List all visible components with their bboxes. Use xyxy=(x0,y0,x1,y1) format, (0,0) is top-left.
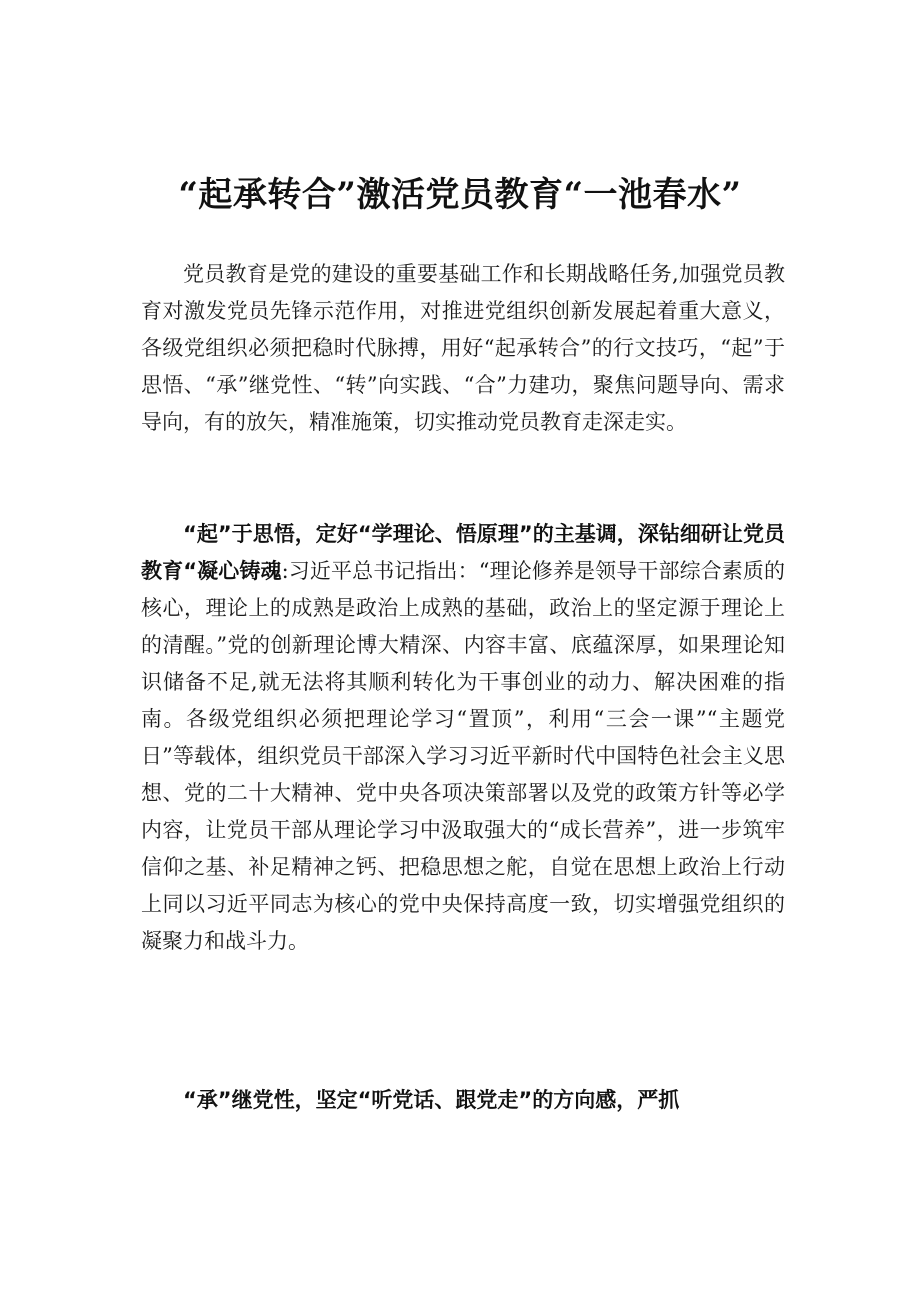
document-title: “起承转合”激活党员教育“一池春水” xyxy=(178,174,742,215)
paragraph-lead: “起”于思悟，定好“学理论、悟原理”的主基调，深钻细研让党员教育“凝心铸魂 xyxy=(141,522,785,583)
paragraph-body: :习近平总书记指出：“理论修养是领导干部综合素质的核心，理论上的成熟是政治上成熟的基础，政治上的坚定源于理论上的清醒。”党的创新理论博大精深、内容丰富、底蕴深厚，如果理论知识储备不足,就无法将其顺利转化为干事创业的动力、解决困难的指南。各级党组织必须把理论学习“置顶”，利用“三会一课”“主题党日”等载体，组织党员干部深入学习习近平新时代中国特色社会主义思想、党的二十大精神、党中央各项决策部署以及党的政策方针等必学内容，让党员干部从理论学习中汲取强大的“成长营养”，进一步筑牢信仰之基、补足精神之钙、把稳思想之舵，自觉在思想上政治上行动上同以习近平同志为核心的党中央保持高度一致，切实增强党组织的凝聚力和战斗力。 xyxy=(141,559,786,953)
paragraph-qi xyxy=(141,516,785,960)
paragraph-lead: “承”继党性，坚定“听党话、跟党走”的方向感，严抓 xyxy=(183,1088,680,1112)
paragraph-intro xyxy=(141,256,785,441)
paragraph-cheng xyxy=(141,1082,785,1119)
paragraph-body: 党员教育是党的建设的重要基础工作和长期战略任务,加强党员教育对激发党员先锋示范作用，对推进党组织创新发展起着重大意义，各级党组织必须把稳时代脉搏，用好“起承转合”的行文技巧，“起”于思悟、“承”继党性、“转”向实践、“合”力建功，聚焦问题导向、需求导向，有的放矢，精准施策，切实推动党员教育走深走实。 xyxy=(141,262,785,434)
